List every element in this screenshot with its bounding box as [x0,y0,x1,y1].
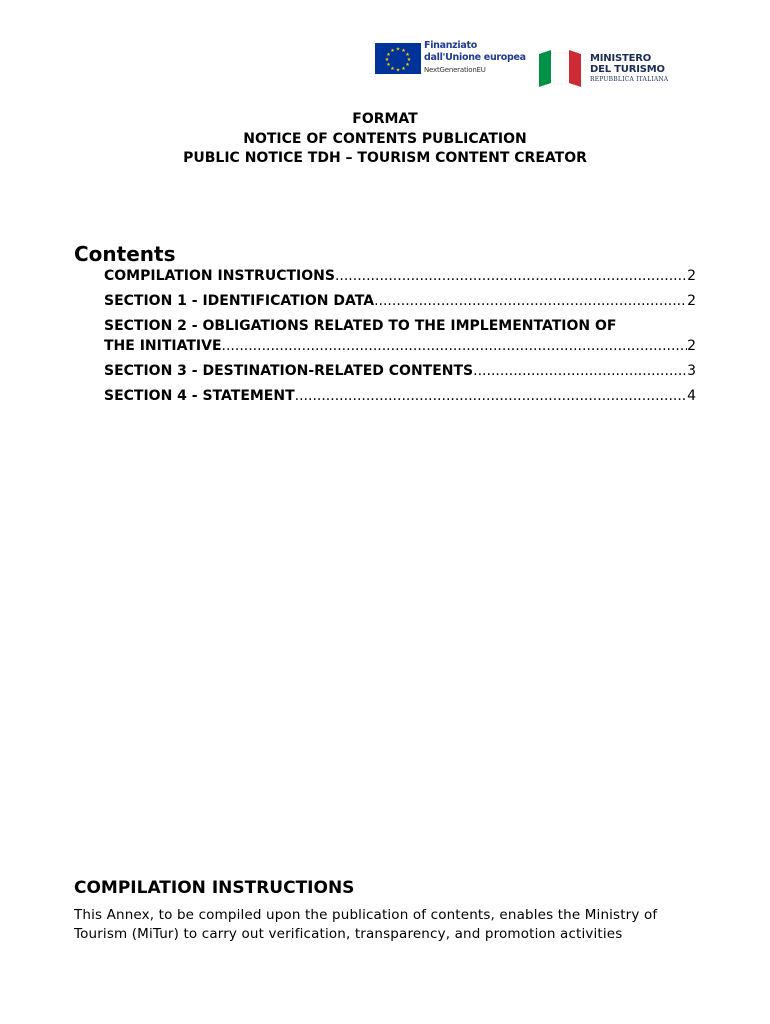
toc-leader [374,291,687,311]
toc-entry-label-line2: THE INITIATIVE [104,338,222,354]
toc-leader [335,266,687,286]
toc-entry-section-4[interactable] [104,386,696,406]
eu-line1: Finanziato [424,40,477,51]
svg-text:★: ★ [401,66,406,72]
eu-line3: NextGenerationEU [424,66,486,74]
toc-entry-label: SECTION 4 - STATEMENT [104,388,295,404]
svg-text:★: ★ [395,67,401,74]
title-line1: FORMAT [352,111,418,127]
document-title [0,110,770,169]
ministry-line2: DEL TURISMO [590,64,665,75]
toc-entry-label: SECTION 3 - DESTINATION-RELATED CONTENTS [104,363,474,379]
eu-line2: dall'Unione europea [424,52,526,63]
svg-text:★: ★ [406,57,412,63]
svg-text:★: ★ [386,62,391,68]
svg-text:★: ★ [395,46,401,53]
svg-text:★: ★ [390,48,395,54]
toc-entry-page: 4 [687,388,696,404]
svg-text:★: ★ [386,52,391,58]
toc-entry-label-line1: SECTION 2 - OBLIGATIONS RELATED TO THE IMPLEMENTATION OF [104,318,617,334]
svg-text:★: ★ [405,52,410,58]
italian-flag-icon [539,50,584,87]
toc-entry-section-3[interactable] [104,361,696,381]
svg-text:★: ★ [390,66,395,72]
ministry-line3: REPUBBLICA ITALIANA [590,76,669,83]
table-of-contents [104,266,696,411]
toc-entry-page: 2 [687,268,696,284]
svg-text:★: ★ [384,57,390,63]
compilation-body: This Annex, to be compiled upon the publication of contents, enables the Ministry of Tourism (MiTur) to carry out verification, transparency, and promotion activities [74,907,658,942]
toc-entry-section-1[interactable] [104,291,696,311]
svg-text:★: ★ [405,62,410,68]
toc-entry-page: 3 [687,363,696,379]
toc-entry-page: 2 [687,338,696,354]
eu-stars [375,43,421,74]
title-line2: NOTICE OF CONTENTS PUBLICATION [243,130,527,147]
toc-leader [473,361,687,381]
toc-entry-compilation[interactable] [104,266,696,286]
eu-flag-icon [375,43,421,74]
ministry-text [590,53,668,85]
toc-entry-label: SECTION 1 - IDENTIFICATION DATA [104,293,375,309]
toc-entry-label: COMPILATION INSTRUCTIONS [104,268,335,284]
ministry-line1: MINISTERO [590,53,652,64]
compilation-heading: COMPILATION INSTRUCTIONS [74,878,355,898]
title-line3: PUBLIC NOTICE TDH – TOURISM CONTENT CREATOR [183,150,587,166]
svg-text:★: ★ [401,48,406,54]
toc-leader [222,336,688,356]
toc-heading: Contents [74,242,176,266]
toc-entry-page: 2 [687,293,696,309]
toc-leader [295,386,687,406]
eu-funding-text [424,40,534,76]
toc-entry-section-2[interactable] [104,316,696,356]
header-logos [374,40,674,90]
